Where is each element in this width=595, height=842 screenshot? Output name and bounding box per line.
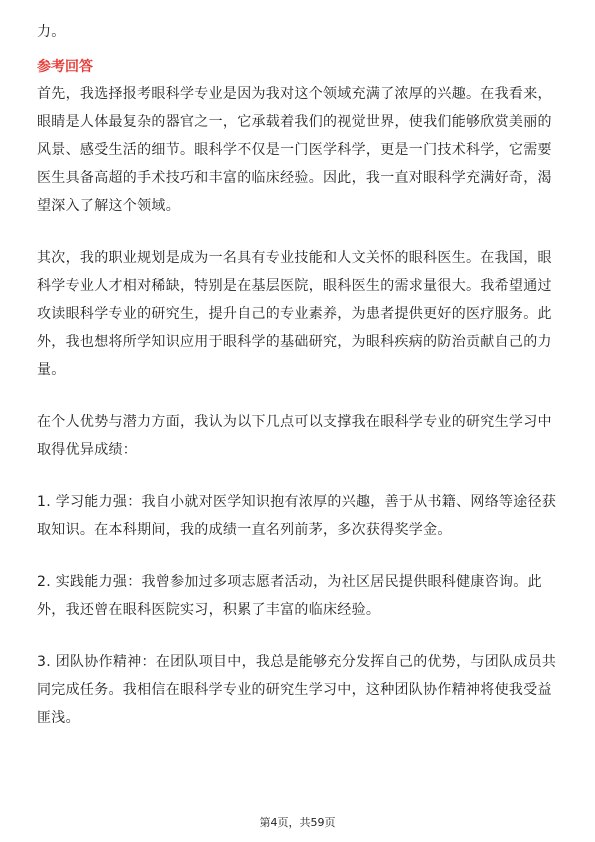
paragraph-line: 在个人优势与潜力方面，我认为以下几点可以支撑我在眼科学专业的研究生学习中 [37, 414, 552, 430]
paragraph-line: 外，我也想将所学知识应用于眼科学的基础研究，为眼科疾病的防治贡献自己的力 [37, 334, 552, 350]
paragraph-3 [37, 408, 563, 464]
answer-heading: 参考回答 [37, 59, 93, 75]
paragraph-line: 取得优异成绩： [37, 442, 138, 458]
paragraph-4 [37, 488, 563, 544]
paragraph-line: 2. 实践能力强：我曾参加过多项志愿者活动，为社区居民提供眼科健康咨询。此 [37, 574, 542, 590]
page-number: 第4页，共59页 [259, 816, 336, 829]
paragraph-1 [37, 80, 563, 220]
paragraph-line: 取知识。在本科期间，我的成绩一直名列前茅，多次获得奖学金。 [37, 522, 452, 538]
paragraph-line: 3. 团队协作精神：在团队项目中，我总是能够充分发挥自己的优势，与团队成员共 [37, 654, 557, 670]
paragraph-line: 医生具备高超的手术技巧和丰富的临床经验。因此，我一直对眼科学充满好奇，渴 [37, 170, 552, 186]
paragraph-line: 风景、感受生活的细节。眼科学不仅是一门医学科学，更是一门技术科学，它需要 [37, 142, 552, 158]
paragraph-line: 外，我还曾在眼科医院实习，积累了丰富的临床经验。 [37, 602, 381, 618]
lead-line: 力。 [37, 24, 66, 40]
paragraph-line: 量。 [37, 362, 66, 378]
paragraph-6 [37, 648, 563, 732]
paragraph-line: 眼睛是人体最复杂的器官之一，它承载着我们的视觉世界，使我们能够欣赏美丽的 [37, 114, 552, 130]
paragraph-line: 首先，我选择报考眼科学专业是因为我对这个领域充满了浓厚的兴趣。在我看来， [37, 86, 552, 102]
paragraph-line: 望深入了解这个领域。 [37, 198, 180, 214]
paragraph-line: 同完成任务。我相信在眼科学专业的研究生学习中，这种团队协作精神将使我受益 [37, 682, 552, 698]
document-body [37, 18, 563, 732]
paragraph-line: 匪浅。 [37, 710, 80, 726]
paragraph-line: 科学专业人才相对稀缺，特别是在基层医院，眼科医生的需求量很大。我希望通过 [37, 278, 552, 294]
paragraph-2 [37, 244, 563, 384]
paragraph-5 [37, 568, 563, 624]
paragraph-line: 1. 学习能力强：我自小就对医学知识抱有浓厚的兴趣，善于从书籍、网络等途径获 [37, 494, 557, 510]
paragraph-line: 其次，我的职业规划是成为一名具有专业技能和人文关怀的眼科医生。在我国，眼 [37, 250, 552, 266]
paragraph-line: 攻读眼科学专业的研究生，提升自己的专业素养，为患者提供更好的医疗服务。此 [37, 306, 552, 322]
